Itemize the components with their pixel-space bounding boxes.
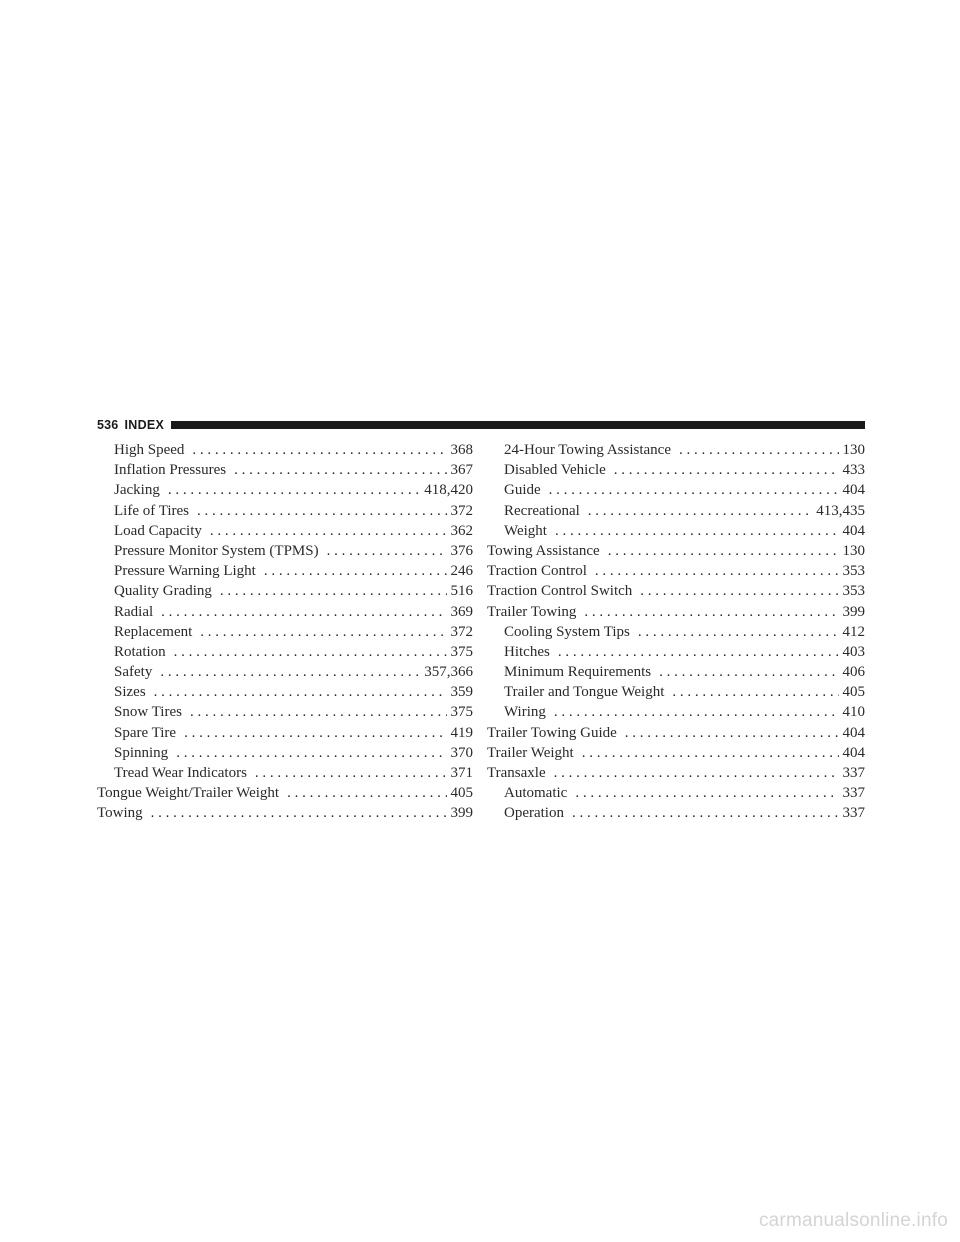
dot-leader: [184, 725, 446, 742]
dot-leader: [554, 704, 839, 721]
index-entry-label: Tread Wear Indicators: [114, 765, 247, 781]
index-column-left: [97, 442, 473, 826]
index-entry-label: Life of Tires: [114, 502, 189, 519]
index-entry: [97, 462, 473, 482]
index-entry: [487, 664, 865, 684]
index-entry: [487, 765, 865, 785]
dot-leader: [558, 644, 839, 661]
dot-leader: [197, 503, 447, 520]
dot-leader: [151, 805, 447, 822]
dot-leader: [575, 785, 838, 802]
index-entry-page: 353: [842, 563, 865, 580]
index-entry-label: Sizes: [114, 684, 146, 701]
dot-leader: [614, 462, 839, 479]
index-entry-label: Snow Tires: [114, 704, 182, 721]
index-entry-label: Transaxle: [487, 765, 546, 781]
index-entry: [97, 482, 473, 502]
index-entry-page: 413,435: [816, 502, 865, 519]
dot-leader: [234, 462, 446, 479]
dot-leader: [287, 785, 446, 802]
index-entry-label: Inflation Pressures: [114, 462, 227, 479]
index-entry: [97, 583, 473, 603]
index-entry: [487, 725, 865, 745]
index-entry: [487, 684, 865, 704]
index-entry-page: 372: [450, 502, 473, 519]
dot-leader: [672, 684, 838, 701]
index-entry-label: Safety: [114, 664, 153, 681]
index-entry: [97, 523, 473, 543]
index-entry: [97, 442, 473, 462]
dot-leader: [582, 745, 839, 762]
index-entry-label: Disabled Vehicle: [504, 462, 606, 479]
index-entry-label: Traction Control: [487, 563, 587, 580]
page-header: [97, 414, 865, 436]
index-entry-page: 404: [842, 482, 865, 499]
index-entry-page: 376: [450, 542, 473, 559]
index-entry: [97, 503, 473, 523]
dot-leader: [161, 604, 446, 621]
index-entry: [97, 604, 473, 624]
index-entry-page: 130: [842, 542, 865, 559]
index-entry: [97, 644, 473, 664]
dot-leader: [160, 664, 420, 681]
index-entry-label: Load Capacity: [114, 522, 202, 539]
index-entry-page: 337: [842, 765, 865, 781]
index-entry-page: 353: [842, 583, 865, 600]
index-entry-label: Trailer Towing Guide: [487, 724, 617, 741]
dot-leader: [220, 583, 447, 600]
index-entry: [487, 704, 865, 724]
index-entry-label: Weight: [504, 522, 547, 539]
index-entry-label: Quality Grading: [114, 583, 212, 600]
index-entry-label: Trailer Weight: [487, 744, 574, 761]
index-entry: [487, 442, 865, 462]
index-entry-page: 404: [842, 724, 865, 741]
index-entry-page: 405: [842, 684, 865, 701]
index-entry: [97, 664, 473, 684]
index-entry-page: 406: [842, 664, 865, 681]
dot-leader: [625, 725, 839, 742]
index-entry: [97, 805, 473, 825]
index-entry: [487, 624, 865, 644]
watermark[interactable]: carmanualsonline.info: [758, 1210, 948, 1231]
dot-leader: [154, 684, 447, 701]
index-entry: [487, 583, 865, 603]
dot-leader: [327, 543, 447, 560]
index-entry: [487, 563, 865, 583]
index-entry-page: 399: [842, 603, 865, 620]
dot-leader: [549, 482, 839, 499]
index-entry-label: Spinning: [114, 744, 169, 761]
dot-leader: [168, 482, 420, 499]
index-entry-label: Spare Tire: [114, 724, 177, 741]
index-entry-page: 419: [450, 724, 473, 741]
dot-leader: [210, 523, 447, 540]
dot-leader: [554, 765, 839, 782]
index-entry: [487, 644, 865, 664]
index-entry: [97, 725, 473, 745]
index-entry-label: Automatic: [504, 785, 568, 802]
index-entry-label: Guide: [504, 482, 541, 499]
index-entry-label: Recreational: [504, 502, 580, 519]
index-entry-label: Towing Assistance: [487, 542, 600, 559]
dot-leader: [192, 442, 446, 459]
index-entry-page: 337: [842, 785, 865, 802]
index-entry: [487, 745, 865, 765]
index-entry-page: 362: [450, 522, 473, 539]
index-entry: [487, 462, 865, 482]
index-entry: [487, 604, 865, 624]
index-entry-page: 368: [450, 442, 473, 458]
index-entry-page: 375: [450, 643, 473, 660]
index-entry-page: 372: [450, 623, 473, 640]
dot-leader: [638, 624, 839, 641]
index-entry-page: 410: [842, 704, 865, 721]
dot-leader: [659, 664, 838, 681]
dot-leader: [255, 765, 447, 782]
index-entry: [97, 745, 473, 765]
dot-leader: [588, 503, 812, 520]
dot-leader: [190, 704, 447, 721]
index-entry-label: Rotation: [114, 643, 166, 660]
index-entry-page: 418,420: [424, 482, 473, 499]
index-entry: [487, 805, 865, 825]
index-entry-page: 399: [450, 805, 473, 822]
index-entry-page: 404: [842, 522, 865, 539]
index-entry: [487, 503, 865, 523]
index-entry-label: Replacement: [114, 623, 193, 640]
index-entry-page: 433: [842, 462, 865, 479]
index-entry-page: 130: [842, 442, 865, 458]
dot-leader: [176, 745, 446, 762]
index-entry-label: Jacking: [114, 482, 160, 499]
page-number: 536: [97, 418, 119, 432]
index-entry-page: 246: [450, 563, 473, 580]
index-entry-page: 359: [450, 684, 473, 701]
index-entry: [487, 543, 865, 563]
index-entry-label: Minimum Requirements: [504, 664, 652, 681]
dot-leader: [608, 543, 839, 560]
index-entry-page: 370: [450, 744, 473, 761]
index-entry: [487, 482, 865, 502]
dot-leader: [200, 624, 446, 641]
index-entry-label: High Speed: [114, 442, 185, 458]
index-entry-label: Radial: [114, 603, 154, 620]
index-entry-page: 375: [450, 704, 473, 721]
dot-leader: [572, 805, 839, 822]
index-entry-page: 369: [450, 603, 473, 620]
index-entry-label: Pressure Warning Light: [114, 563, 256, 580]
dot-leader: [595, 563, 839, 580]
dot-leader: [174, 644, 447, 661]
index-entry-page: 405: [450, 785, 473, 802]
index-entry: [97, 624, 473, 644]
index-entry: [97, 765, 473, 785]
index-entry: [487, 523, 865, 543]
section-title: INDEX: [124, 418, 165, 432]
index-entry-label: Trailer Towing: [487, 603, 577, 620]
index-entry-label: Towing: [97, 805, 143, 822]
index-entry-label: Trailer and Tongue Weight: [504, 684, 665, 701]
index-entry-label: Wiring: [504, 704, 546, 721]
index-entry-page: 367: [450, 462, 473, 479]
index-entry-label: Hitches: [504, 643, 550, 660]
dot-leader: [555, 523, 839, 540]
index-entry-page: 516: [450, 583, 473, 600]
index-entry-label: Operation: [504, 805, 564, 822]
index-entry-label: Traction Control Switch: [487, 583, 633, 600]
index-entry-page: 357,366: [424, 664, 473, 681]
index-entry-label: Tongue Weight/Trailer Weight: [97, 785, 280, 802]
index-entry-label: Cooling System Tips: [504, 623, 630, 640]
dot-leader: [264, 563, 447, 580]
index-entry-page: 371: [450, 765, 473, 781]
index-entry: [487, 785, 865, 805]
index-entry-label: Pressure Monitor System (TPMS): [114, 542, 319, 559]
dot-leader: [584, 604, 838, 621]
dot-leader: [679, 442, 839, 459]
index-entry-page: 412: [842, 623, 865, 640]
index-entry-page: 337: [842, 805, 865, 822]
dot-leader: [640, 583, 838, 600]
index-entry: [97, 684, 473, 704]
index-entry: [97, 785, 473, 805]
index-entry: [97, 543, 473, 563]
index-column-right: [487, 442, 865, 826]
index-entry: [97, 563, 473, 583]
index-entry: [97, 704, 473, 724]
index-entry-label: 24-Hour Towing Assistance: [504, 442, 671, 458]
index-entry-page: 403: [842, 643, 865, 660]
header-rule: [171, 421, 865, 429]
index-entry-page: 404: [842, 744, 865, 761]
